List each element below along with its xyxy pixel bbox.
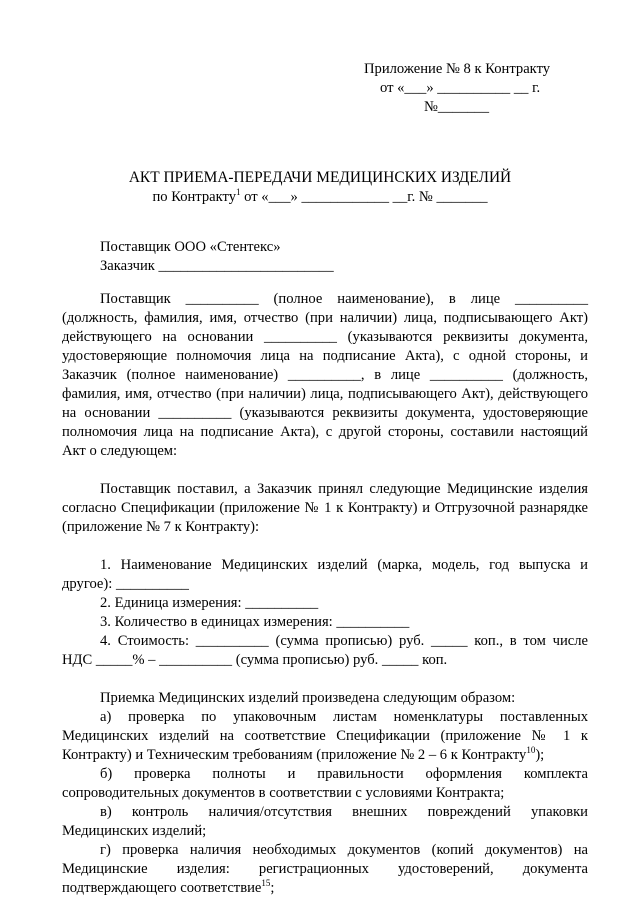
appendix-number-line: №_______ [424,99,490,115]
parties-block [100,238,334,276]
appendix-line: Приложение № 8 к Контракту [364,61,551,77]
acceptance-item-b: б) проверка полноты и правильности оформления комплекта сопроводительных документов в соответствии с условиями Контракта; [62,766,588,801]
acceptance-heading: Приемка Медицинских изделий произведена следующим образом: [100,690,516,706]
list-item: 1. Наименование Медицинских изделий (марка, модель, год выпуска и другое): __________ [62,557,588,592]
acceptance-item-a: а) проверка по упаковочным листам номенклатуры поставленных Медицинских изделий на соответствие Спецификации (приложение № 1 к Контракту) и Техническим требованиям (приложение № 2 – 6 к Контракту$^{10}$); [62,709,588,763]
footnote-mark: 10 [526,745,536,756]
document-subtitle [0,188,640,207]
list-item: 4. Стоимость: __________ (сумма прописью) руб. _____ коп., в том числе НДС _____% – __________ (сумма прописью) руб. _____ коп. [62,633,588,668]
acceptance-item-c: в) контроль наличия/отсутствия внешних повреждений упаковки Медицинских изделий; [62,804,588,839]
acceptance-item-d: г) проверка наличия необходимых документов (копий документов) на Медицинские изделия: регистрационных удостоверений, документа подтверждающего соответствие$^{15}$; [62,842,588,896]
list-item: 2. Единица измерения: __________ [100,595,319,611]
footnote-mark: 15 [261,878,271,889]
subtitle-text: по Контракту [152,189,237,205]
document-title: АКТ ПРИЕМА-ПЕРЕДАЧИ МЕДИЦИНСКИХ ИЗДЕЛИЙ [128,169,512,186]
appendix-reference [364,60,604,117]
supplier-line: Поставщик ООО «Стентекс» [100,239,281,255]
subtitle-date-number: от «___» ____________ __г. № _______ [240,189,488,205]
appendix-date-line: от «___» __________ __ г. [380,80,541,96]
document-body [62,290,588,898]
delivery-paragraph: Поставщик поставил, а Заказчик принял следующие Медицинские изделия согласно Спецификации (приложение № 1 к Контракту) и Отгрузочной разнарядке (приложение № 7 к Контракту): [62,481,588,535]
list-item: 3. Количество в единицах измерения: __________ [100,614,410,630]
footnote-mark: 1 [236,187,241,198]
parties-paragraph: Поставщик __________ (полное наименование), в лице __________ (должность, фамилия, имя, отчество (при наличии) лица, подписывающего Акт) действующего на основании __________ (указываются реквизиты документа, удостоверяющие полномочия лица на подписание Акта), с одной стороны, и Заказчик (полное наименование) __________, в лице __________ (должность, фамилия, имя, отчество (при наличии) лица, подписывающего Акт), действующего на основании __________ (указываются реквизиты документа, удостоверяющие полномочия лица на подписание Акта), с другой стороны, составили настоящий Акт о следующем: [62,291,588,459]
customer-line: Заказчик ________________________ [100,258,334,274]
